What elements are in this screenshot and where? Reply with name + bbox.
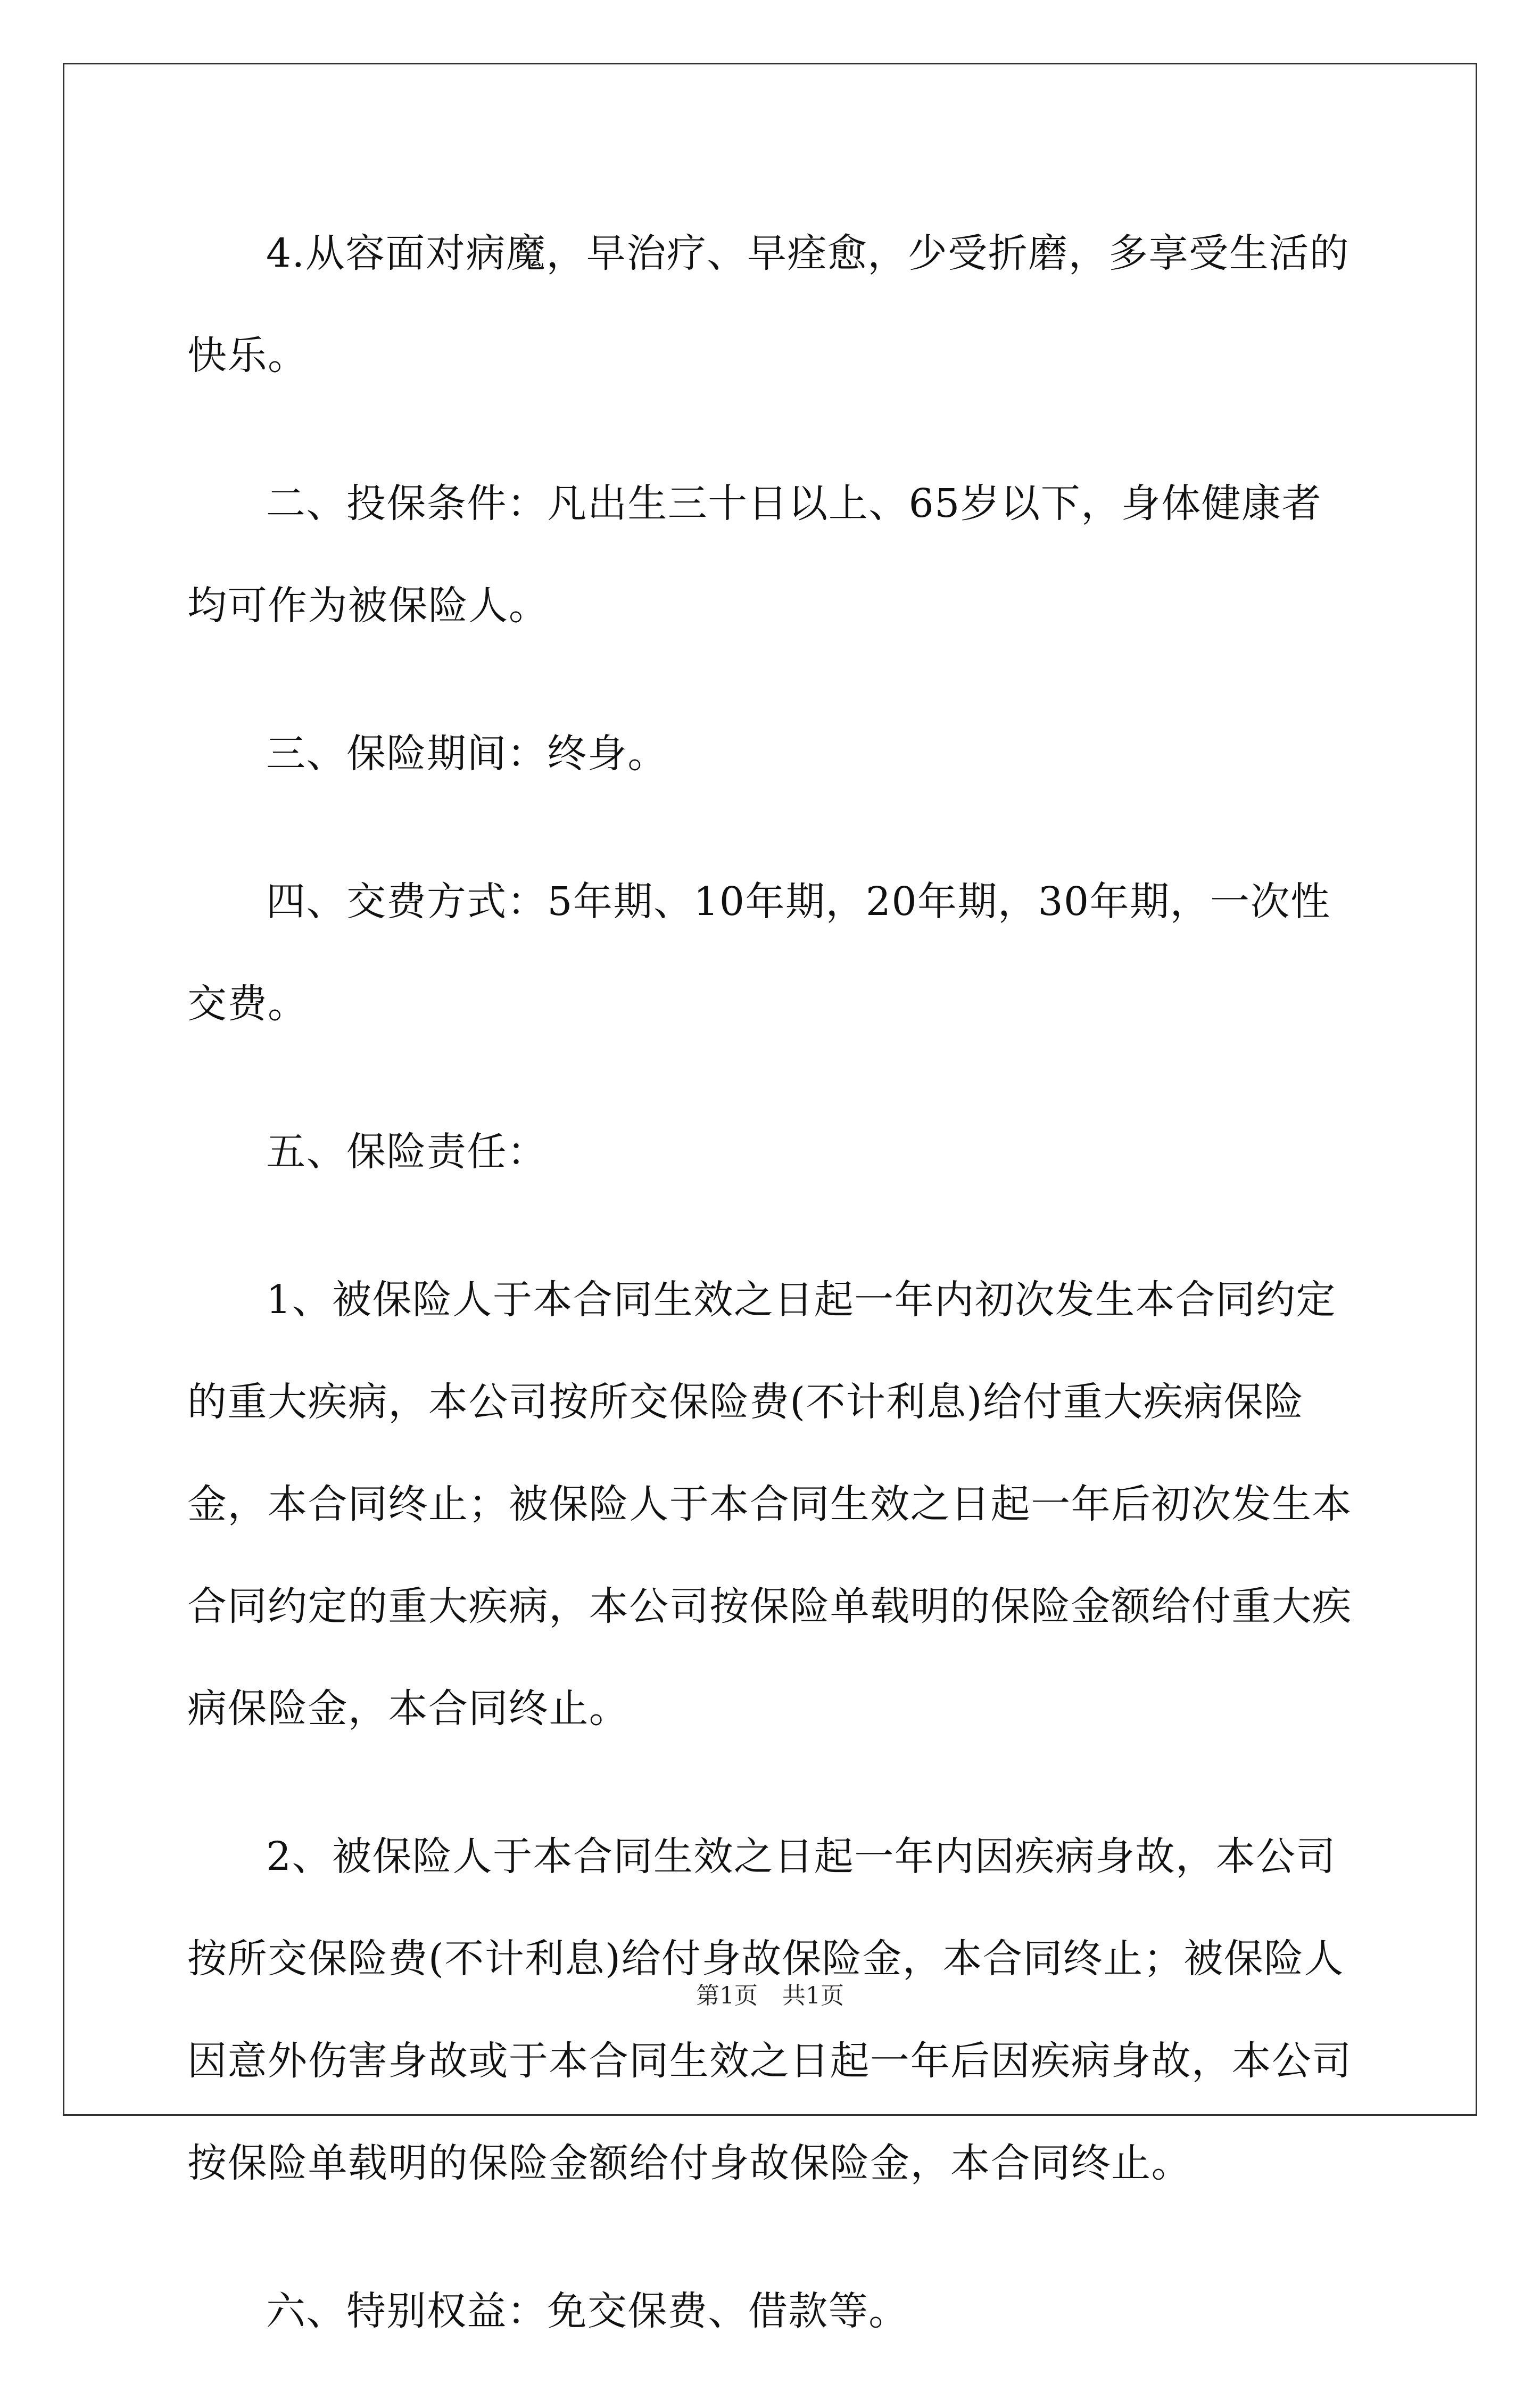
paragraph-coverage-2: 2、被保险人于本合同生效之日起一年内因疾病身故，本公司按所交保险费(不计利息)给付身故保险金，本合同终止；被保险人因意外伤害身故或于本合同生效之日起一年后因疾病身故，本公司按保险单载明的保险金额给付身故保险金，本合同终止。 <box>187 1834 1352 2186</box>
page-total: 共1页 <box>782 1982 844 2009</box>
page-footer <box>0 1980 1540 2012</box>
paragraph-special-rights: 六、特别权益：免交保费、借款等。 <box>266 2288 909 2334</box>
paragraph-coverage-heading: 五、保险责任： <box>266 1129 548 1175</box>
paragraph-eligibility: 二、投保条件：凡出生三十日以上、65岁以下，身体健康者均可作为被保险人。 <box>187 481 1322 629</box>
paragraph-coverage-1: 1、被保险人于本合同生效之日起一年内初次发生本合同约定的重大疾病，本公司按所交保险费(不计利息)给付重大疾病保险金，本合同终止；被保险人于本合同生效之日起一年后初次发生本合同约定的重大疾病，本公司按保险单载明的保险金额给付重大疾病保险金，本合同终止。 <box>187 1277 1352 1731</box>
paragraph-payment-method: 四、交费方式：5年期、10年期，20年期，30年期，一次性交费。 <box>187 879 1331 1027</box>
paragraph-insurance-period: 三、保险期间：终身。 <box>266 731 668 777</box>
paragraph-benefit-4: 4.从容面对病魔，早治疗、早痊愈，少受折磨，多享受生活的快乐。 <box>187 230 1350 378</box>
page-number: 第1页 <box>696 1982 758 2009</box>
document-body <box>187 202 1358 2408</box>
